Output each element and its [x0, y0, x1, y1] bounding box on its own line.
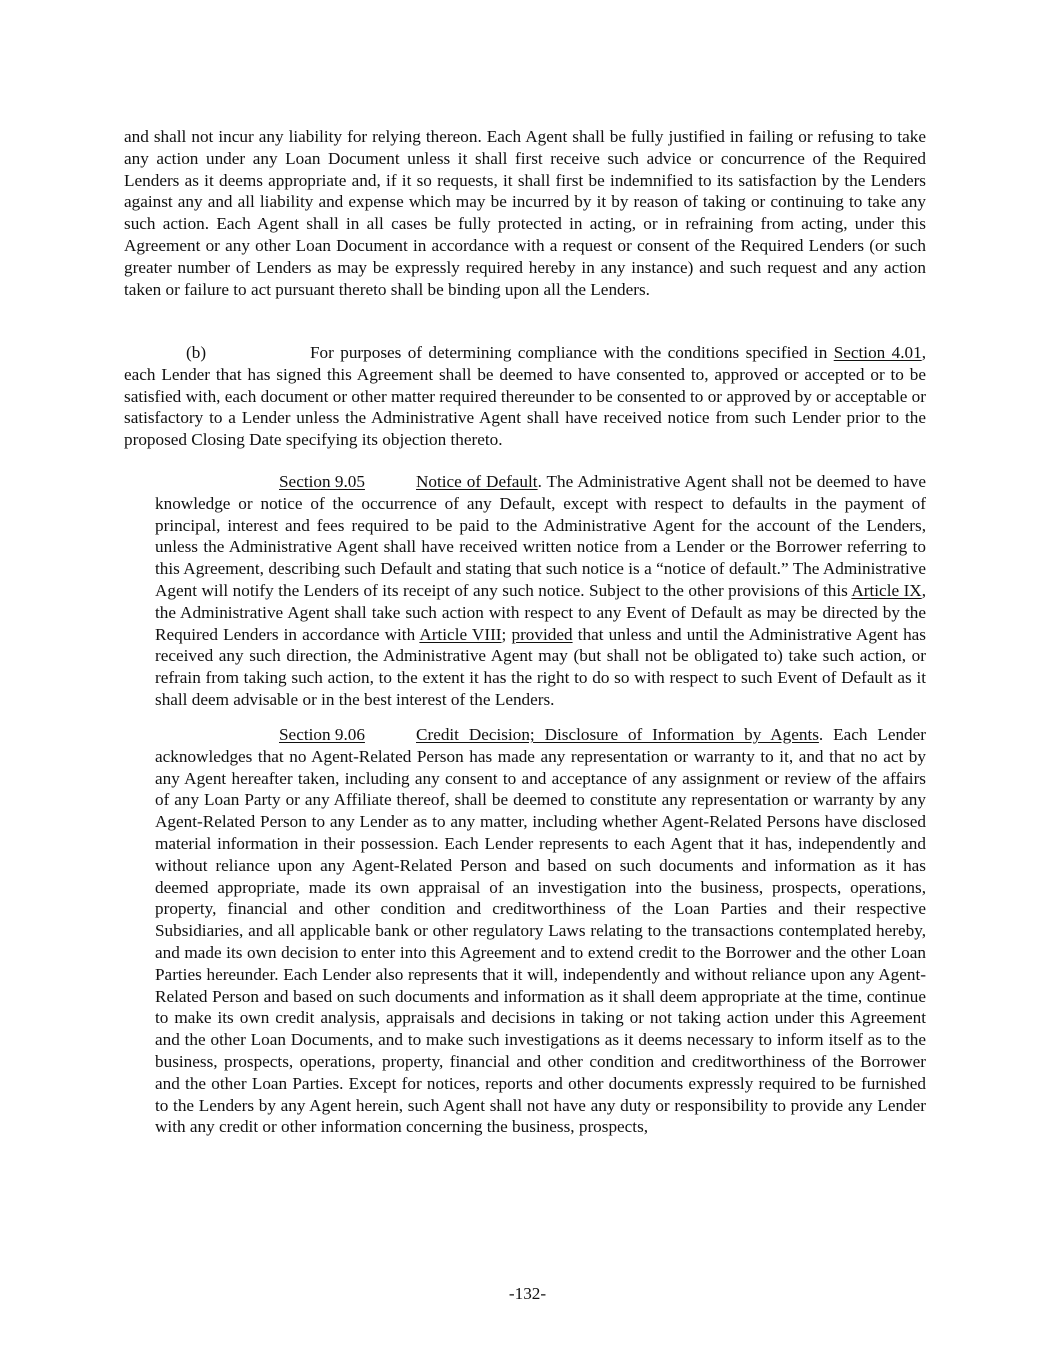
- section-9-06: [155, 724, 926, 1138]
- section-reference: Section 4.01: [833, 343, 922, 362]
- paragraph-continuation: [124, 126, 926, 300]
- paragraph-text: For purposes of determining compliance with the conditions specified in: [310, 343, 834, 362]
- section-text: . Each Lender acknowledges that no Agent-Related Person has made any representation or warranty to it, and that no act by any Agent hereafter taken, including any consent to and acceptance of any assignment or review of the affairs of any Loan Party or any Affiliate thereof, shall be deemed to constitute any representation or warranty by any Agent-Related Person to any Lender as to any matter, including whether Agent-Related Persons have disclosed material information in their possession. Each Lender represents to each Agent that it has, independently and without reliance upon any Agent-Related Person and based on such documents and information as it has deemed appropriate, made its own appraisal of an investigation into the business, prospects, operations, property, financial and other condition and creditworthiness of the Loan Parties and their respective Subsidiaries, and all applicable bank or other regulatory Laws relating to the transactions contemplated hereby, and made its own decision to enter into this Agreement and to extend credit to the Borrower and the other Loan Parties hereunder. Each Lender also represents that it will, independently and without reliance upon any Agent-Related Person and based on such documents and information as it shall deem appropriate at the time, continue to make its own credit analysis, appraisals and decisions in taking or not taking action under this Agreement and the other Loan Documents, and to make such investigations as it deems necessary to inform itself as to the business, prospects, operations, property, financial and other condition and creditworthiness of the Borrower and the other Loan Parties. Except for notices, reports and other documents expressly required to be furnished to the Lenders by any Agent herein, such Agent shall not have any duty or responsibility to provide any Lender with any credit or other information concerning the business, prospects,: [155, 725, 926, 1137]
- section-text: , the Administrative Agent shall take such action with respect to any Event of Default as may be directed by the Required Lenders in accordance with: [155, 580, 926, 644]
- paragraph-label: (b): [186, 343, 207, 362]
- paragraph-b: [124, 342, 926, 451]
- section-text: . The Administrative Agent shall not be deemed to have knowledge or notice of the occurrence of any Default, except with respect to defaults in the payment of principal, interest and fees required to be paid to the Administrative Agent for the account of the Lenders, unless the Administrative Agent shall have received written notice from a Lender or the Borrower referring to this Agreement, describing such Default and stating that such notice is a “notice of default.” The Administrative Agent will notify the Lenders of its receipt of any such notice. Subject to the other provisions of this: [155, 472, 926, 600]
- section-number: Section 9.05: [279, 472, 365, 491]
- article-reference: Article IX: [851, 580, 922, 600]
- proviso-term: provided: [511, 624, 573, 644]
- article-reference: Article VIII: [419, 624, 502, 644]
- paragraph-text: , each Lender that has signed this Agreement shall be deemed to have consented to, approved or accepted or to be satisfied with, each document or other matter required thereunder to be consented to or approved by or acceptable or satisfactory to a Lender unless the Administrative Agent shall have received notice from such Lender prior to the proposed Closing Date specifying its objection thereto.: [124, 343, 926, 450]
- paragraph-text: and shall not incur any liability for relying thereon. Each Agent shall be fully justified in failing or refusing to take any action under any Loan Document unless it shall first receive such advice or concurrence of the Required Lenders as it deems appropriate and, if it so requests, it shall first be indemnified to its satisfaction by the Lenders against any and all liability and expense which may be incurred by it by reason of taking or continuing to take any such action. Each Agent shall in all cases be fully protected in acting, or in refraining from acting, under this Agreement or any other Loan Document in accordance with a request or consent of the Required Lenders (or such greater number of Lenders as may be expressly required hereby in any instance) and such request and any action taken or failure to act pursuant thereto shall be binding upon all the Lenders.: [124, 127, 926, 299]
- section-9-05: [155, 471, 926, 711]
- section-text: that unless and until the Administrative Agent has received any such direction, the Administrative Agent may (but shall not be obligated to) take such action, or refrain from taking such action, to the extent it has the right to do so with respect to such Event of Default as it shall deem advisable or in the best interest of the Lenders.: [155, 624, 926, 709]
- section-title: Credit Decision; Disclosure of Information by Agents: [416, 725, 819, 744]
- section-title: Notice of Default: [416, 472, 538, 491]
- page-number: -132-: [508, 1284, 547, 1303]
- section-text: ;: [501, 624, 512, 644]
- section-number: Section 9.06: [279, 725, 365, 744]
